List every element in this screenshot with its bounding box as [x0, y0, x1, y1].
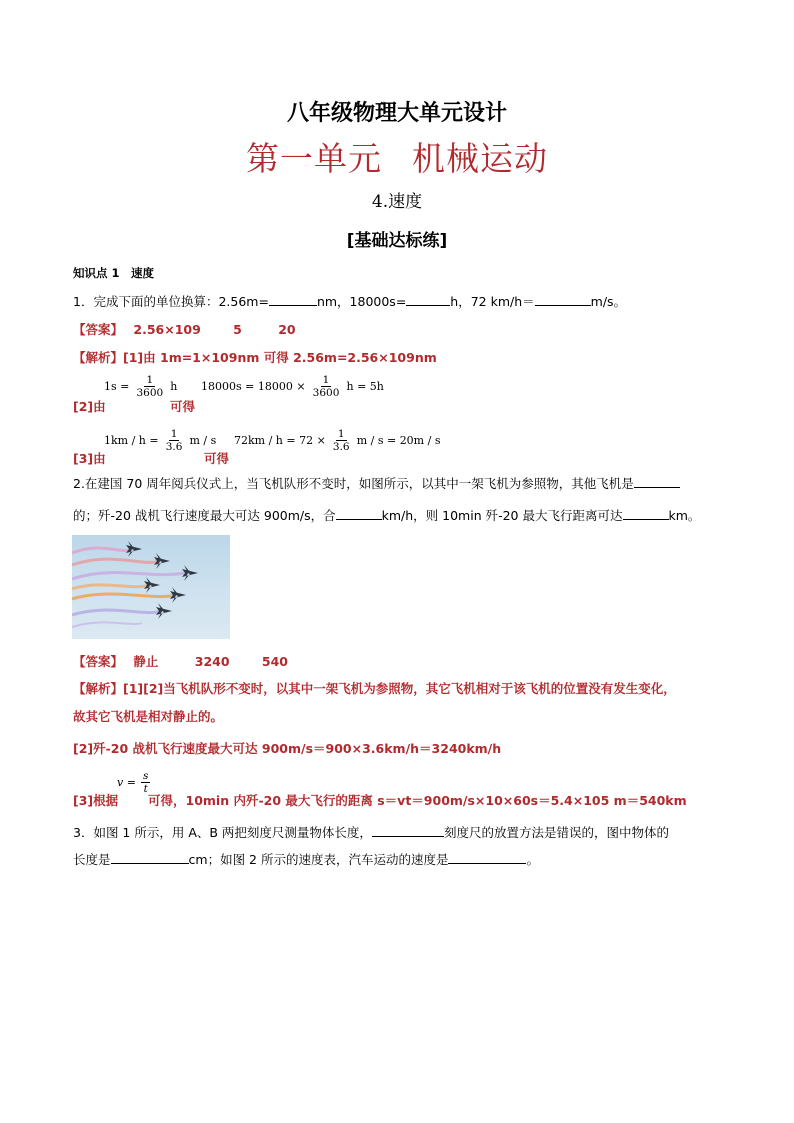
knowledge-point-heading: 知识点 1 速度 [73, 266, 155, 280]
answer-blank[interactable] [336, 507, 382, 520]
unit-name: 机械运动 [412, 139, 548, 178]
answer-line-1: 【答案】 2.56×109 5 20 [73, 322, 296, 337]
formula-72kmh: 72km / h = 72 × $\frac{1}{3.6}$ m / s = 20m / s [234, 428, 441, 453]
answer-value: 静止 [133, 654, 159, 669]
answer-blank[interactable] [269, 293, 317, 306]
answer-blank[interactable] [111, 851, 189, 864]
answer-blank[interactable] [448, 851, 526, 864]
document-title: 八年级物理大单元设计 [286, 101, 507, 126]
answer-blank[interactable] [623, 507, 669, 520]
answer-blank[interactable] [535, 293, 591, 306]
answer-value: 20 [278, 322, 296, 337]
answer-value: 5 [233, 322, 242, 337]
analysis-step-2-prefix: [2]由 [73, 399, 106, 414]
analysis-line-2d-suffix: 可得，10min 内歼-20 最大飞行的距离 s＝vt＝900m/s×10×60s＝5.4×105 m＝540km [148, 793, 687, 808]
formula-1s: 1s = $\frac{1}{3600}$ h [104, 374, 178, 399]
analysis-step-3-prefix: [3]由 [73, 451, 106, 466]
analysis-step-3-suffix: 可得 [204, 451, 230, 466]
formula-v-s-t: v = $\frac{s}{t}$ [117, 770, 149, 795]
unit-title [0, 133, 794, 180]
answer-line-2: 【答案】 静止 3240 540 [73, 654, 288, 669]
jet-formation-illustration [72, 535, 230, 639]
jet-formation-photo [72, 535, 230, 639]
analysis-line-2b: 故其它飞机是相对静止的。 [73, 709, 224, 724]
formula-1kmh: 1km / h = $\frac{1}{3.6}$ m / s [104, 428, 217, 453]
analysis-line-2c: [2]歼-20 战机飞行速度最大可达 900m/s＝900×3.6km/h＝3240km/h [73, 741, 502, 756]
question-1: 1．完成下面的单位换算：2.56m= nm，18000s= h，72 km/h＝ m/s。 [73, 294, 627, 309]
analysis-step-2-suffix: 可得 [170, 399, 196, 414]
question-2-line-2: 的；歼-20 战机飞行速度最大可达 900m/s，合 km/h，则 10min 歼-20 最大飞行距离可达 km。 [73, 508, 701, 523]
answer-value: 2.56×109 [133, 322, 201, 337]
unit-number: 第一单元 [246, 139, 382, 178]
question-2-line-1: 2.在建国 70 周年阅兵仪式上，当飞机队形不变时，如图所示，以其中一架飞机为参照物，其他飞机是 [73, 474, 680, 492]
analysis-line-1: 【解析】[1]由 1m=1×109nm 可得 2.56m=2.56×109nm [73, 350, 437, 365]
question-3-line-1: 3．如图 1 所示，用 A、B 两把刻度尺测量物体长度， 刻度尺的放置方法是错误的，图中物体的 [73, 825, 669, 840]
formula-18000s: 18000s = 18000 × $\frac{1}{3600}$ h = 5h [201, 374, 384, 399]
answer-blank[interactable] [406, 293, 450, 306]
lesson-title: 4.速度 [371, 192, 423, 212]
answer-value: 3240 [194, 654, 230, 669]
answer-blank[interactable] [372, 824, 444, 837]
analysis-line-2d-prefix: [3]根据 [73, 793, 119, 808]
answer-value: 540 [261, 654, 288, 669]
question-3-line-2: 长度是 cm；如图 2 所示的速度表，汽车运动的速度是 。 [73, 852, 539, 867]
section-title: [基础达标练] [346, 231, 448, 251]
analysis-line-2a: 【解析】[1][2]当飞机队形不变时，以其中一架飞机为参照物，其它飞机相对于该飞机的位置没有发生变化， [73, 681, 676, 696]
answer-blank[interactable] [634, 475, 680, 488]
